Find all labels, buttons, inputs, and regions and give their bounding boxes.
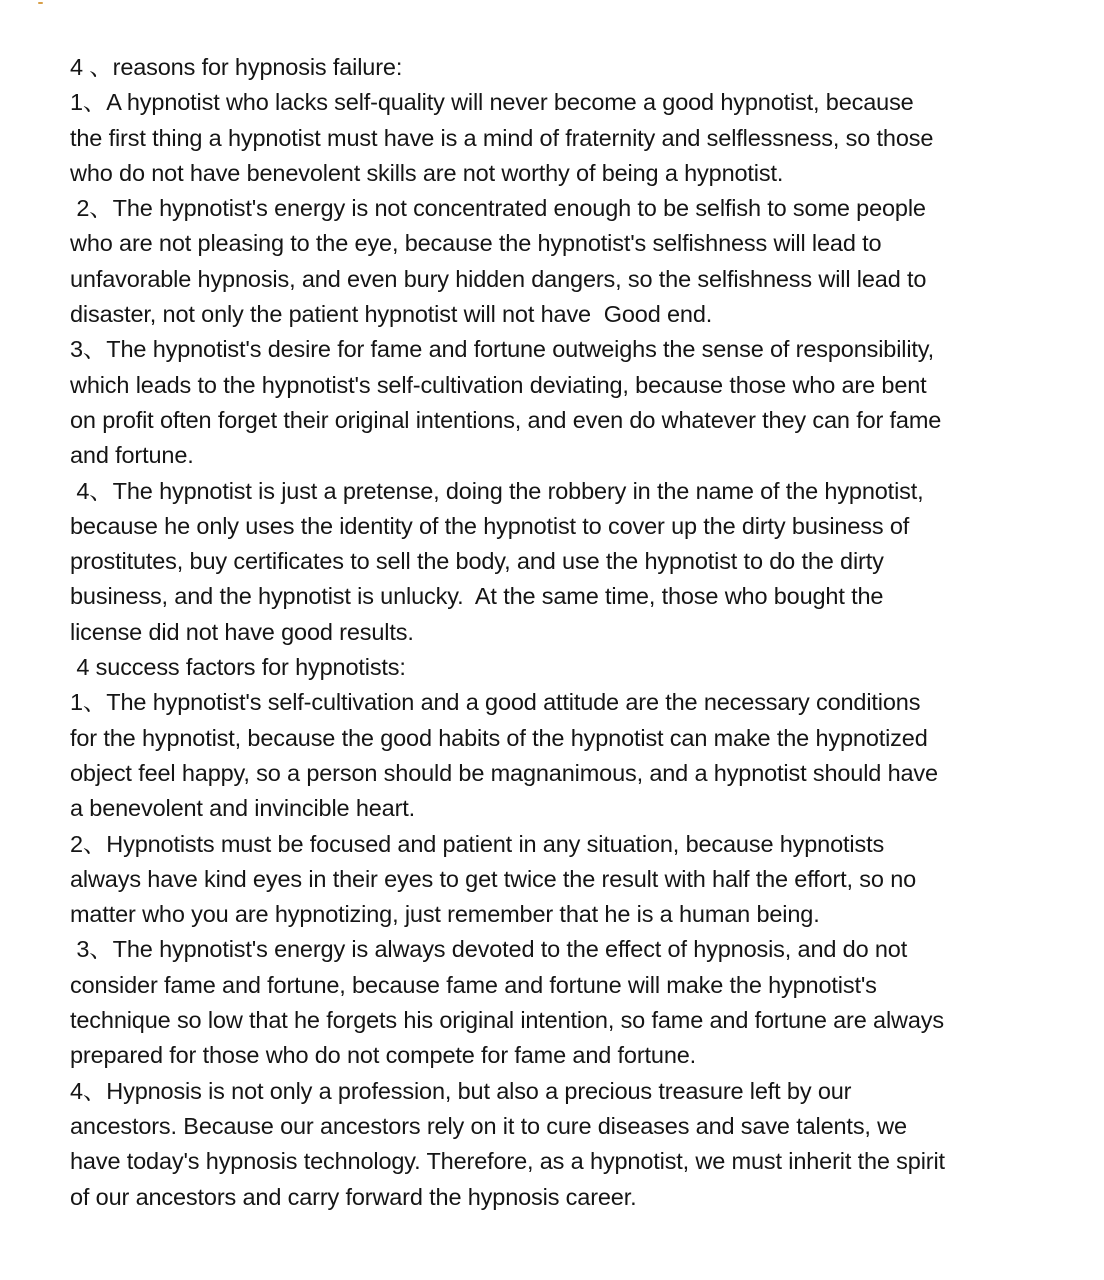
text-line: technique so low that he forgets his original intention, so fame and fortune are always bbox=[70, 1007, 944, 1034]
text-line: 4、Hypnosis is not only a profession, but also a precious treasure left by our bbox=[70, 1077, 852, 1104]
text-line: 2、Hypnotists must be focused and patient in any situation, because hypnotists bbox=[70, 830, 885, 857]
text-line: matter who you are hypnotizing, just remember that he is a human being. bbox=[70, 901, 820, 928]
text-line: consider fame and fortune, because fame and fortune will make the hypnotist's bbox=[70, 971, 877, 998]
text-line: license did not have good results. bbox=[70, 618, 414, 645]
text-line: object feel happy, so a person should be magnanimous, and a hypnotist should have bbox=[70, 759, 938, 786]
text-line: 3、The hypnotist's energy is always devoted to the effect of hypnosis, and do not bbox=[70, 936, 908, 963]
text-line: prepared for those who do not compete for fame and fortune. bbox=[70, 1042, 697, 1069]
text-line: because he only uses the identity of the hypnotist to cover up the dirty business of bbox=[70, 512, 910, 539]
text-line: 3、The hypnotist's desire for fame and fortune outweighs the sense of responsibility, bbox=[70, 336, 935, 363]
text-line: have today's hypnosis technology. Therefore, as a hypnotist, we must inherit the spirit bbox=[70, 1148, 945, 1175]
text-line: for the hypnotist, because the good habits of the hypnotist can make the hypnotized bbox=[70, 724, 928, 751]
text-line: unfavorable hypnosis, and even bury hidden dangers, so the selfishness will lead to bbox=[70, 265, 927, 292]
text-line: 1、The hypnotist's self-cultivation and a good attitude are the necessary conditions bbox=[70, 689, 921, 716]
text-line: 2、The hypnotist's energy is not concentrated enough to be selfish to some people bbox=[70, 195, 926, 222]
document-body bbox=[70, 50, 1060, 1215]
corner-mark bbox=[38, 2, 43, 4]
text-line: 4、The hypnotist is just a pretense, doing the robbery in the name of the hypnotist, bbox=[70, 477, 924, 504]
text-line: the first thing a hypnotist must have is a mind of fraternity and selflessness, so those bbox=[70, 124, 934, 151]
text-line: disaster, not only the patient hypnotist will not have Good end. bbox=[70, 301, 713, 328]
text-line: who do not have benevolent skills are not worthy of being a hypnotist. bbox=[70, 159, 784, 186]
text-line: business, and the hypnotist is unlucky. At the same time, those who bought the bbox=[70, 583, 884, 610]
text-line: on profit often forget their original intentions, and even do whatever they can for fame bbox=[70, 406, 942, 433]
text-line: of our ancestors and carry forward the hypnosis career. bbox=[70, 1183, 637, 1210]
text-line: who are not pleasing to the eye, because the hypnotist's selfishness will lead to bbox=[70, 230, 882, 257]
heading-success-factors: 4 success factors for hypnotists: bbox=[70, 654, 406, 681]
text-line: prostitutes, buy certificates to sell the body, and use the hypnotist to do the dirty bbox=[70, 548, 884, 575]
text-line: and fortune. bbox=[70, 442, 194, 469]
text-line: which leads to the hypnotist's self-cultivation deviating, because those who are bent bbox=[70, 371, 927, 398]
heading-failure-reasons: 4 、reasons for hypnosis failure: bbox=[70, 54, 403, 80]
text-line: a benevolent and invincible heart. bbox=[70, 795, 416, 822]
text-line: 1、A hypnotist who lacks self-quality will never become a good hypnotist, because bbox=[70, 89, 914, 116]
text-line: ancestors. Because our ancestors rely on it to cure diseases and save talents, we bbox=[70, 1112, 907, 1139]
text-line: always have kind eyes in their eyes to get twice the result with half the effort, so no bbox=[70, 865, 917, 892]
